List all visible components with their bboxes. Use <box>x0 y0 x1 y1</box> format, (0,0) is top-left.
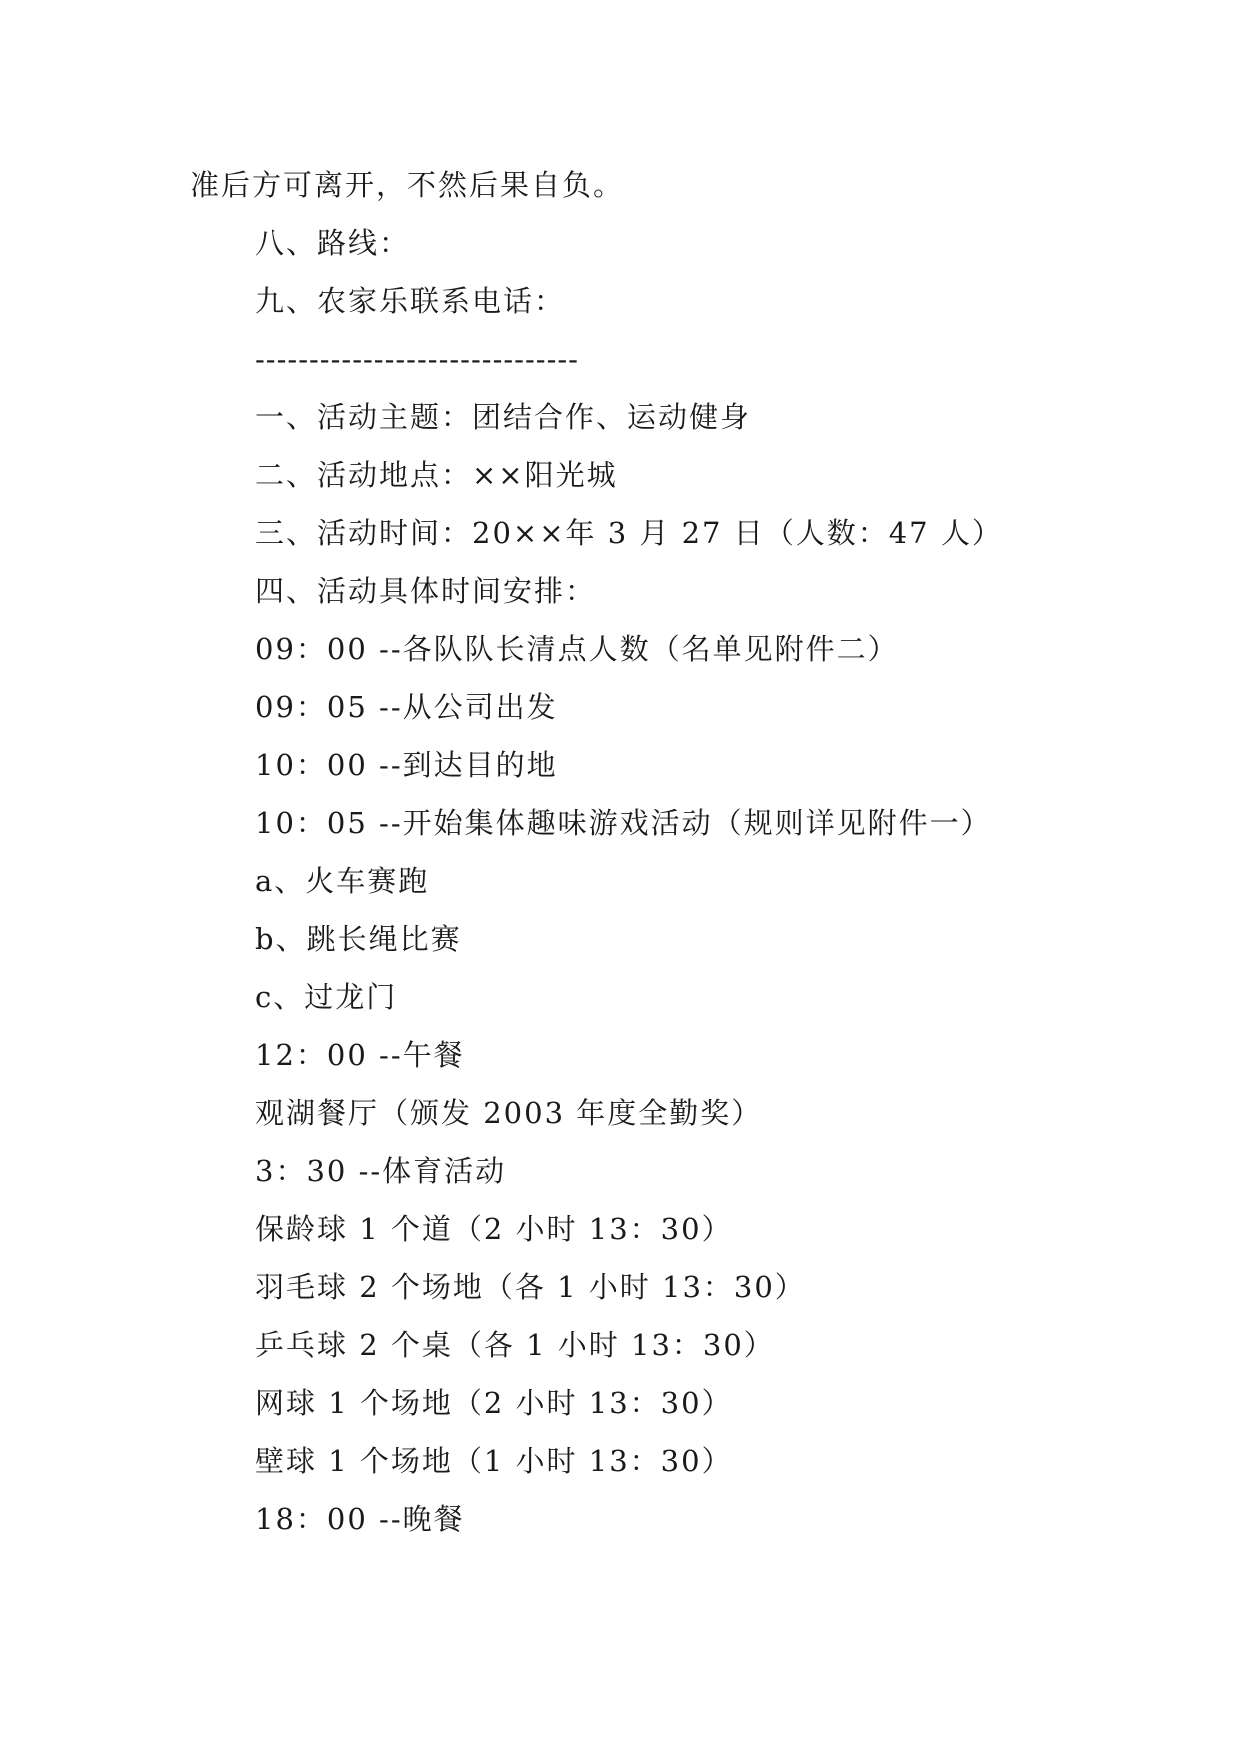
schedule-item: 12：00 --午餐 <box>255 1038 465 1072</box>
sport-item: 保龄球 1 个道（2 小时 13：30） <box>255 1212 733 1246</box>
game-item: c、过龙门 <box>255 980 398 1014</box>
sport-item: 羽毛球 2 个场地（各 1 小时 13：30） <box>255 1270 806 1304</box>
sport-item: 壁球 1 个场地（1 小时 13：30） <box>255 1444 733 1478</box>
schedule-item: 10：00 --到达目的地 <box>255 748 558 782</box>
schedule-item: 09：00 --各队队长清点人数（名单见附件二） <box>255 632 899 666</box>
game-item: a、火车赛跑 <box>255 864 430 898</box>
section-route: 八、路线： <box>255 226 411 260</box>
section-activity-theme: 一、活动主题：团结合作、运动健身 <box>255 400 752 434</box>
schedule-item: 10：05 --开始集体趣味游戏活动（规则详见附件一） <box>255 806 992 840</box>
section-activity-location: 二、活动地点：××阳光城 <box>255 458 618 492</box>
schedule-item: 09：05 --从公司出发 <box>255 690 558 724</box>
dashed-divider: ------------------------------ <box>255 342 579 376</box>
schedule-item: 18：00 --晚餐 <box>255 1502 465 1536</box>
section-schedule-heading: 四、活动具体时间安排： <box>255 574 597 608</box>
schedule-item: 3：30 --体育活动 <box>255 1154 507 1188</box>
section-farmhouse-phone: 九、农家乐联系电话： <box>255 284 566 318</box>
continued-paragraph-line: 准后方可离开，不然后果自负。 <box>190 168 625 202</box>
sport-item: 网球 1 个场地（2 小时 13：30） <box>255 1386 733 1420</box>
lunch-venue: 观湖餐厅（颁发 2003 年度全勤奖） <box>255 1096 763 1130</box>
game-item: b、跳长绳比赛 <box>255 922 462 956</box>
section-activity-time: 三、活动时间：20××年 3 月 27 日（人数：47 人） <box>255 516 1003 550</box>
sport-item: 乒乓球 2 个桌（各 1 小时 13：30） <box>255 1328 775 1362</box>
